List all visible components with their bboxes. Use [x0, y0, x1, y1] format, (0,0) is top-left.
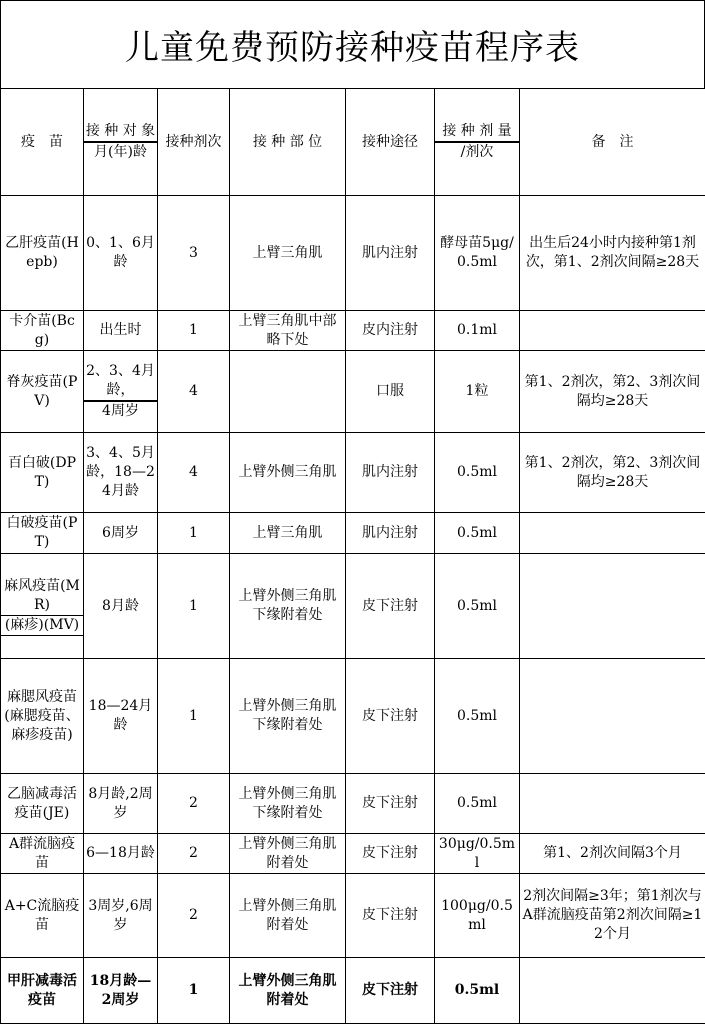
header-target-top: 接 种 对 象 [84, 122, 157, 142]
vaccine-schedule-table [0, 88, 705, 1024]
table-row [1, 958, 705, 1024]
cell-doses: 1 [158, 659, 230, 774]
cell-site: 上臂三角肌 [230, 196, 346, 311]
cell-doses: 1 [158, 958, 230, 1024]
cell-site: 上臂外侧三角肌下缘附着处 [230, 554, 346, 659]
cell-route: 口服 [346, 351, 435, 433]
cell-vaccine: 白破疫苗(PT) [1, 513, 84, 554]
cell-route: 肌内注射 [346, 433, 435, 513]
table-row [1, 433, 705, 513]
cell-vaccine: 麻腮风疫苗(麻腮疫苗、麻疹疫苗) [1, 659, 84, 774]
cell-age: 0、1、6月龄 [84, 196, 158, 311]
cell-doses: 3 [158, 196, 230, 311]
header-route: 接种途径 [346, 89, 435, 196]
cell-route: 皮下注射 [346, 554, 435, 659]
cell-remarks: 出生后24小时内接种第1剂次，第1、2剂次间隔≥28天 [520, 196, 705, 311]
cell-remarks: 第1、2剂次间隔3个月 [520, 834, 705, 874]
cell-site: 上臂三角肌 [230, 513, 346, 554]
cell-route: 肌内注射 [346, 513, 435, 554]
cell-doses: 1 [158, 554, 230, 659]
cell-remarks [520, 958, 705, 1024]
table-row [1, 774, 705, 834]
page-title: 儿童免费预防接种疫苗程序表 [0, 0, 705, 89]
cell-age: 6—18月龄 [84, 834, 158, 874]
header-site: 接 种 部 位 [230, 89, 346, 196]
cell-vaccine-part1: 麻风疫苗(MR) [1, 577, 83, 616]
cell-remarks: 第1、2剂次，第2、3剂次间隔均≥28天 [520, 351, 705, 433]
cell-amount: 0.5ml [435, 774, 520, 834]
cell-route: 皮下注射 [346, 874, 435, 958]
cell-remarks [520, 774, 705, 834]
header-target-bottom: 月(年)龄 [84, 143, 157, 162]
header-target [84, 89, 158, 196]
cell-amount: 100μg/0.5ml [435, 874, 520, 958]
cell-vaccine: 脊灰疫苗(PV) [1, 351, 84, 433]
cell-doses: 1 [158, 311, 230, 351]
cell-amount: 0.5ml [435, 659, 520, 774]
cell-vaccine: A群流脑疫苗 [1, 834, 84, 874]
cell-doses: 1 [158, 513, 230, 554]
cell-route: 皮下注射 [346, 834, 435, 874]
cell-age: 3、4、5月龄，18—24月龄 [84, 433, 158, 513]
cell-age: 18月龄—2周岁 [84, 958, 158, 1024]
header-amount-bottom: /剂次 [435, 143, 519, 162]
cell-doses: 4 [158, 351, 230, 433]
cell-remarks [520, 311, 705, 351]
table-row [1, 196, 705, 311]
cell-age-part1: 2、3、4月龄， [84, 362, 157, 401]
cell-vaccine: 甲肝减毒活疫苗 [1, 958, 84, 1024]
table-row [1, 554, 705, 659]
header-doses: 接种剂次 [158, 89, 230, 196]
header-vaccine: 疫 苗 [1, 89, 84, 196]
cell-vaccine-part2: (麻疹)(MV) [1, 616, 83, 636]
cell-doses: 2 [158, 874, 230, 958]
table-row [1, 874, 705, 958]
table-row [1, 351, 705, 433]
cell-age [84, 351, 158, 433]
cell-route: 皮下注射 [346, 659, 435, 774]
cell-amount: 0.5ml [435, 513, 520, 554]
table-row [1, 834, 705, 874]
header-row [1, 89, 705, 196]
cell-site: 上臂外侧三角肌附着处 [230, 874, 346, 958]
cell-age: 8月龄,2周岁 [84, 774, 158, 834]
cell-route: 皮内注射 [346, 311, 435, 351]
cell-amount: 0.5ml [435, 958, 520, 1024]
cell-age: 出生时 [84, 311, 158, 351]
cell-age: 3周岁,6周岁 [84, 874, 158, 958]
cell-site: 上臂外侧三角肌附着处 [230, 958, 346, 1024]
cell-route: 皮下注射 [346, 958, 435, 1024]
header-amount [435, 89, 520, 196]
table-row [1, 513, 705, 554]
cell-remarks [520, 659, 705, 774]
cell-vaccine: 百白破(DPT) [1, 433, 84, 513]
cell-site: 上臂外侧三角肌附着处 [230, 834, 346, 874]
cell-doses: 2 [158, 774, 230, 834]
cell-route: 肌内注射 [346, 196, 435, 311]
cell-route: 皮下注射 [346, 774, 435, 834]
header-remarks: 备 注 [520, 89, 705, 196]
cell-vaccine: 卡介苗(Bcg) [1, 311, 84, 351]
table-row [1, 311, 705, 351]
cell-site: 上臂三角肌中部略下处 [230, 311, 346, 351]
cell-site: 上臂外侧三角肌下缘附着处 [230, 774, 346, 834]
cell-vaccine: 乙脑减毒活疫苗(JE) [1, 774, 84, 834]
cell-site: 上臂外侧三角肌 [230, 433, 346, 513]
cell-vaccine [1, 554, 84, 659]
cell-amount: 1粒 [435, 351, 520, 433]
cell-age-part2: 4周岁 [84, 402, 157, 421]
cell-site: 上臂外侧三角肌下缘附着处 [230, 659, 346, 774]
cell-remarks: 2剂次间隔≥3年；第1剂次与A群流脑疫苗第2剂次间隔≥12个月 [520, 874, 705, 958]
cell-doses: 2 [158, 834, 230, 874]
cell-doses: 4 [158, 433, 230, 513]
cell-amount: 酵母苗5μg/0.5ml [435, 196, 520, 311]
table-row [1, 659, 705, 774]
cell-amount: 0.5ml [435, 554, 520, 659]
cell-remarks [520, 513, 705, 554]
cell-age: 6周岁 [84, 513, 158, 554]
cell-vaccine: 乙肝疫苗(Hepb) [1, 196, 84, 311]
header-amount-top: 接 种 剂 量 [435, 122, 519, 142]
cell-amount: 0.1ml [435, 311, 520, 351]
cell-amount: 30μg/0.5ml [435, 834, 520, 874]
cell-amount: 0.5ml [435, 433, 520, 513]
cell-age: 8月龄 [84, 554, 158, 659]
cell-age: 18—24月龄 [84, 659, 158, 774]
cell-site [230, 351, 346, 433]
cell-vaccine: A+C流脑疫苗 [1, 874, 84, 958]
cell-remarks [520, 554, 705, 659]
cell-remarks: 第1、2剂次，第2、3剂次间隔均≥28天 [520, 433, 705, 513]
